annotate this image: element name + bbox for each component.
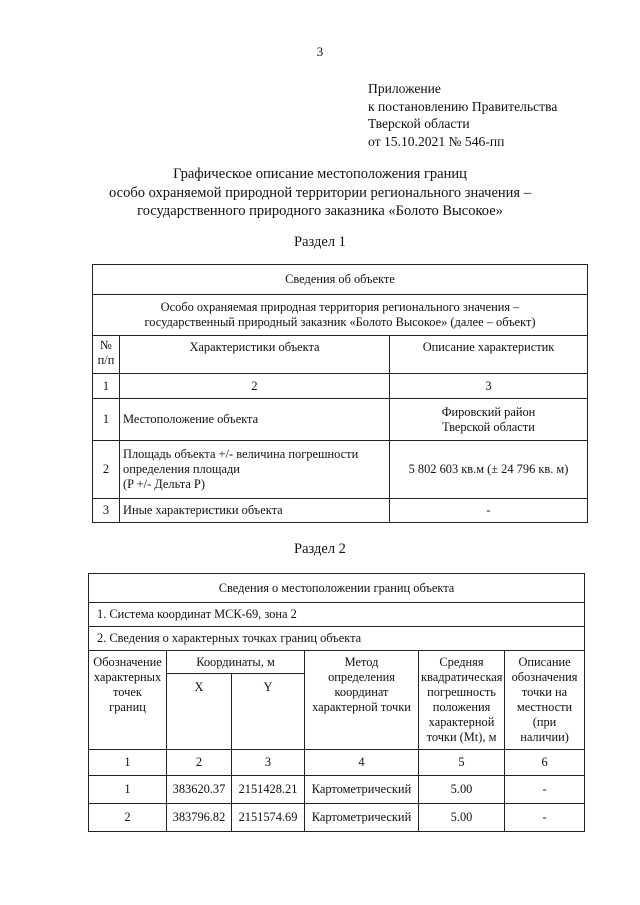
column-error-header — [419, 651, 505, 750]
column-number-header — [93, 336, 120, 374]
table-row — [93, 441, 588, 499]
column-description-header: Описание характеристик — [390, 336, 588, 374]
column-error-line-2: квадратическая — [421, 670, 503, 684]
column-method-line-4: характерной точки — [312, 700, 411, 714]
point-description: - — [505, 804, 585, 832]
column-point-line-1: Обозначение — [93, 655, 162, 669]
table2-header: Сведения о местоположении границ объекта — [89, 574, 585, 603]
appendix-line-3: Тверской области — [368, 116, 470, 131]
column-method-line-1: Метод — [344, 655, 379, 669]
column-desc-line-4: местности — [516, 700, 573, 714]
column-error-line-6: точки (Mt), м — [426, 730, 497, 744]
row-description: - — [390, 499, 588, 523]
row-number: 3 — [93, 499, 120, 523]
object-info-table — [92, 264, 588, 523]
coordinate-system: 1. Система координат МСК-69, зона 2 — [89, 603, 585, 627]
object-name-line-2: государственный природный заказник «Болото Высокое» (далее – объект) — [144, 315, 536, 329]
page-number: 3 — [316, 44, 324, 59]
characteristic-line-1: Площадь объекта +/- величина погрешности — [123, 447, 359, 461]
column-y-header: Y — [232, 674, 305, 750]
column-coordinates-header: Координаты, м — [167, 651, 305, 674]
table2-system-row — [89, 603, 585, 627]
section-1-heading: Раздел 1 — [294, 234, 346, 250]
row-description: 5 802 603 кв.м (± 24 796 кв. м) — [390, 441, 588, 499]
table-row — [89, 804, 585, 832]
column-description-header — [505, 651, 585, 750]
description-line-2: Тверской области — [442, 419, 535, 434]
title-line-2: особо охраняемой природной территории регионального значения – — [109, 184, 531, 201]
appendix-line-2: к постановлению Правительства — [368, 98, 558, 114]
column-desc-line-3: точки на — [521, 685, 568, 699]
characteristic-line-3: (P +/- Дельта P) — [123, 477, 205, 491]
row-characteristic: Иные характеристики объекта — [120, 499, 390, 523]
method: Картометрический — [305, 776, 419, 804]
table1-header-row — [93, 265, 588, 295]
column-method-header — [305, 651, 419, 750]
point-description: - — [505, 776, 585, 804]
column-characteristics-header: Характеристики объекта — [120, 336, 390, 374]
method: Картометрический — [305, 804, 419, 832]
error: 5.00 — [419, 776, 505, 804]
column-point-header — [89, 651, 167, 750]
column-number-line-2: п/п — [97, 353, 115, 367]
index-cell: 3 — [390, 374, 588, 399]
coord-x: 383796.82 — [167, 804, 232, 832]
row-characteristic: Местоположение объекта — [120, 399, 390, 441]
title-line-1: Графическое описание местоположения границ — [173, 166, 467, 182]
appendix-line-4: от 15.10.2021 № 546-пп — [368, 133, 505, 149]
table-row — [93, 399, 588, 441]
column-method-line-2: определения — [328, 670, 395, 684]
index-cell: 4 — [305, 750, 419, 776]
document-title — [0, 165, 640, 221]
table2-points-header-row — [89, 627, 585, 651]
coord-y: 2151428.21 — [232, 776, 305, 804]
column-error-line-1: Средняя — [439, 655, 484, 669]
table2-columns-row — [89, 651, 585, 674]
title-line-3: государственного природного заказника «Болото Высокое» — [137, 203, 503, 219]
characteristic-line-2: определения площади — [123, 462, 240, 476]
table1-columns-row — [93, 336, 588, 374]
table-row — [93, 499, 588, 523]
boundary-points-table — [88, 573, 585, 832]
appendix-line-1: Приложение — [368, 81, 441, 96]
column-point-line-2: характерных — [93, 670, 162, 684]
column-desc-line-1: Описание — [518, 655, 571, 669]
point-id: 2 — [89, 804, 167, 832]
row-number: 2 — [93, 441, 120, 499]
table2-header-row — [89, 574, 585, 603]
index-cell: 3 — [232, 750, 305, 776]
column-number-line-1: № — [100, 338, 112, 352]
column-desc-line-5: (при — [532, 715, 557, 729]
table1-index-row — [93, 374, 588, 399]
index-cell: 6 — [505, 750, 585, 776]
error: 5.00 — [419, 804, 505, 832]
points-header: 2. Сведения о характерных точках границ объекта — [89, 627, 585, 651]
column-x-header: X — [167, 674, 232, 750]
description-line-1: Фировский район — [441, 404, 536, 419]
column-error-line-4: положения — [432, 700, 491, 714]
object-name-line-1: Особо охраняемая природная территория регионального значения – — [160, 300, 520, 314]
index-cell: 1 — [89, 750, 167, 776]
row-characteristic — [120, 441, 390, 499]
appendix-block — [368, 80, 557, 150]
column-method-line-3: координат — [334, 685, 389, 699]
table-row — [89, 776, 585, 804]
column-error-line-3: погрешность — [427, 685, 496, 699]
table1-object-name — [93, 295, 588, 336]
column-error-line-5: характерной — [428, 715, 495, 729]
column-desc-line-2: обозначения — [511, 670, 578, 684]
column-point-line-3: точек — [113, 685, 142, 699]
table1-object-row — [93, 295, 588, 336]
table1-header: Сведения об объекте — [93, 265, 588, 295]
coord-x: 383620.37 — [167, 776, 232, 804]
column-point-line-4: границ — [109, 700, 146, 714]
coord-y: 2151574.69 — [232, 804, 305, 832]
point-id: 1 — [89, 776, 167, 804]
index-cell: 2 — [120, 374, 390, 399]
section-2-heading: Раздел 2 — [294, 541, 346, 557]
index-cell: 1 — [93, 374, 120, 399]
index-cell: 5 — [419, 750, 505, 776]
table2-index-row — [89, 750, 585, 776]
row-number: 1 — [93, 399, 120, 441]
index-cell: 2 — [167, 750, 232, 776]
column-desc-line-6: наличии) — [520, 730, 569, 744]
row-description — [390, 399, 588, 441]
